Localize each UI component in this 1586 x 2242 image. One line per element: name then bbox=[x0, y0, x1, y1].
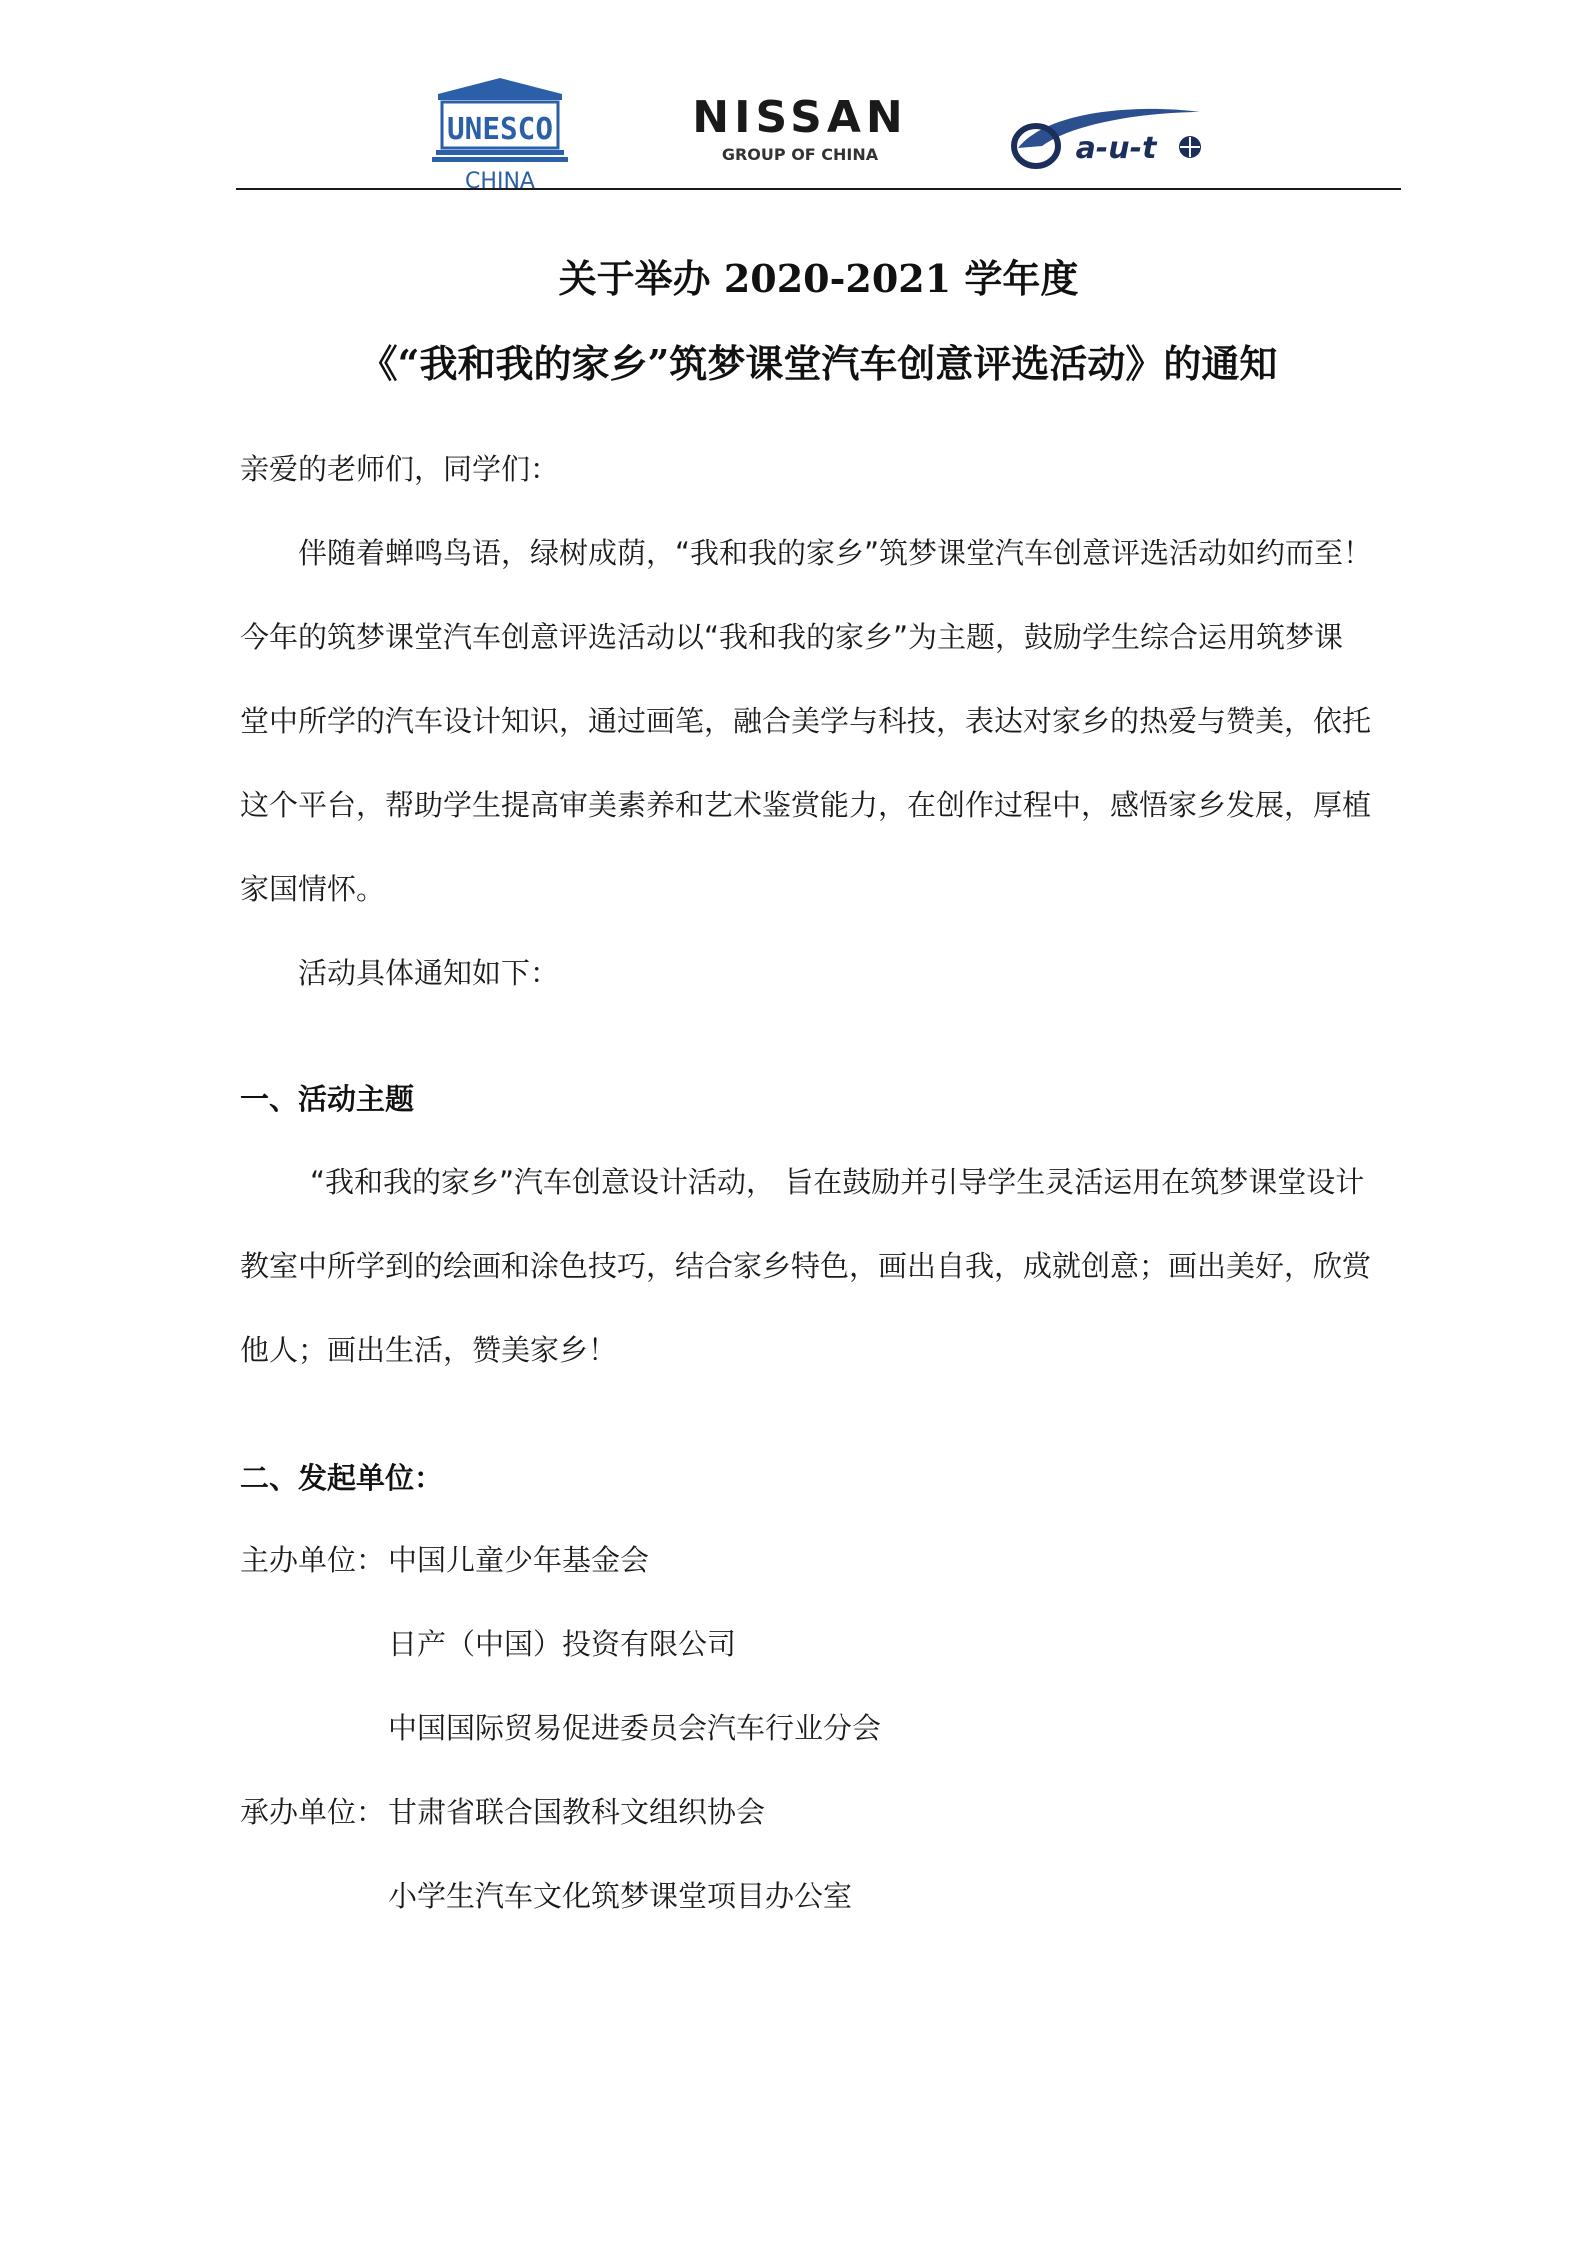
section-2-heading: 二、发起单位： bbox=[240, 1461, 444, 1495]
doc-title-line-1: 关于举办 2020-2021 学年度 bbox=[558, 256, 1079, 301]
cauto-logo bbox=[1008, 100, 1208, 170]
host-item-2: 日产（中国）投资有限公司 bbox=[388, 1627, 737, 1661]
notice-line: 活动具体通知如下： bbox=[298, 956, 560, 990]
section-1-line-1: “我和我的家乡”汽车创意设计活动， 旨在鼓励并引导学生灵活运用在筑梦课堂设计 bbox=[310, 1165, 1365, 1199]
unesco-china-logo bbox=[432, 76, 568, 192]
doc-title-line-2: 《“我和我的家乡”筑梦课堂汽车创意评选活动》的通知 bbox=[359, 341, 1278, 386]
section-1-heading: 一、活动主题 bbox=[240, 1082, 415, 1116]
intro-line-5: 家国情怀。 bbox=[240, 872, 386, 906]
greeting: 亲爱的老师们，同学们： bbox=[240, 452, 560, 486]
host-label: 主办单位： bbox=[240, 1543, 386, 1577]
nissan-logo bbox=[670, 90, 930, 170]
intro-line-1: 伴随着蝉鸣鸟语，绿树成荫，“我和我的家乡”筑梦课堂汽车创意评选活动如约而至！ bbox=[298, 536, 1373, 570]
cauto-text: a-u-t bbox=[1075, 131, 1157, 166]
section-1-line-3: 他人；画出生活，赞美家乡！ bbox=[240, 1333, 618, 1367]
nissan-sub: GROUP OF CHINA bbox=[721, 145, 879, 164]
header-divider bbox=[236, 188, 1401, 190]
unesco-letters: UNESCO bbox=[447, 112, 553, 147]
unesco-sub: CHINA bbox=[465, 169, 535, 192]
organizer-label: 承办单位： bbox=[240, 1795, 386, 1829]
nissan-text: NISSAN bbox=[692, 92, 908, 143]
organizer-item-2: 小学生汽车文化筑梦课堂项目办公室 bbox=[388, 1879, 853, 1913]
host-item-3: 中国国际贸易促进委员会汽车行业分会 bbox=[388, 1711, 882, 1745]
intro-line-4: 这个平台，帮助学生提高审美素养和艺术鉴赏能力，在创作过程中，感悟家乡发展，厚植 bbox=[240, 788, 1372, 822]
intro-line-2: 今年的筑梦课堂汽车创意评选活动以“我和我的家乡”为主题，鼓励学生综合运用筑梦课 bbox=[240, 620, 1344, 654]
host-item-1: 中国儿童少年基金会 bbox=[388, 1543, 650, 1577]
section-1-line-2: 教室中所学到的绘画和涂色技巧，结合家乡特色，画出自我，成就创意；画出美好，欣赏 bbox=[240, 1249, 1372, 1283]
intro-line-3: 堂中所学的汽车设计知识，通过画笔，融合美学与科技，表达对家乡的热爱与赞美，依托 bbox=[240, 704, 1372, 738]
header-logos bbox=[236, 70, 1401, 190]
organizer-item-1: 甘肃省联合国教科文组织协会 bbox=[388, 1795, 766, 1829]
